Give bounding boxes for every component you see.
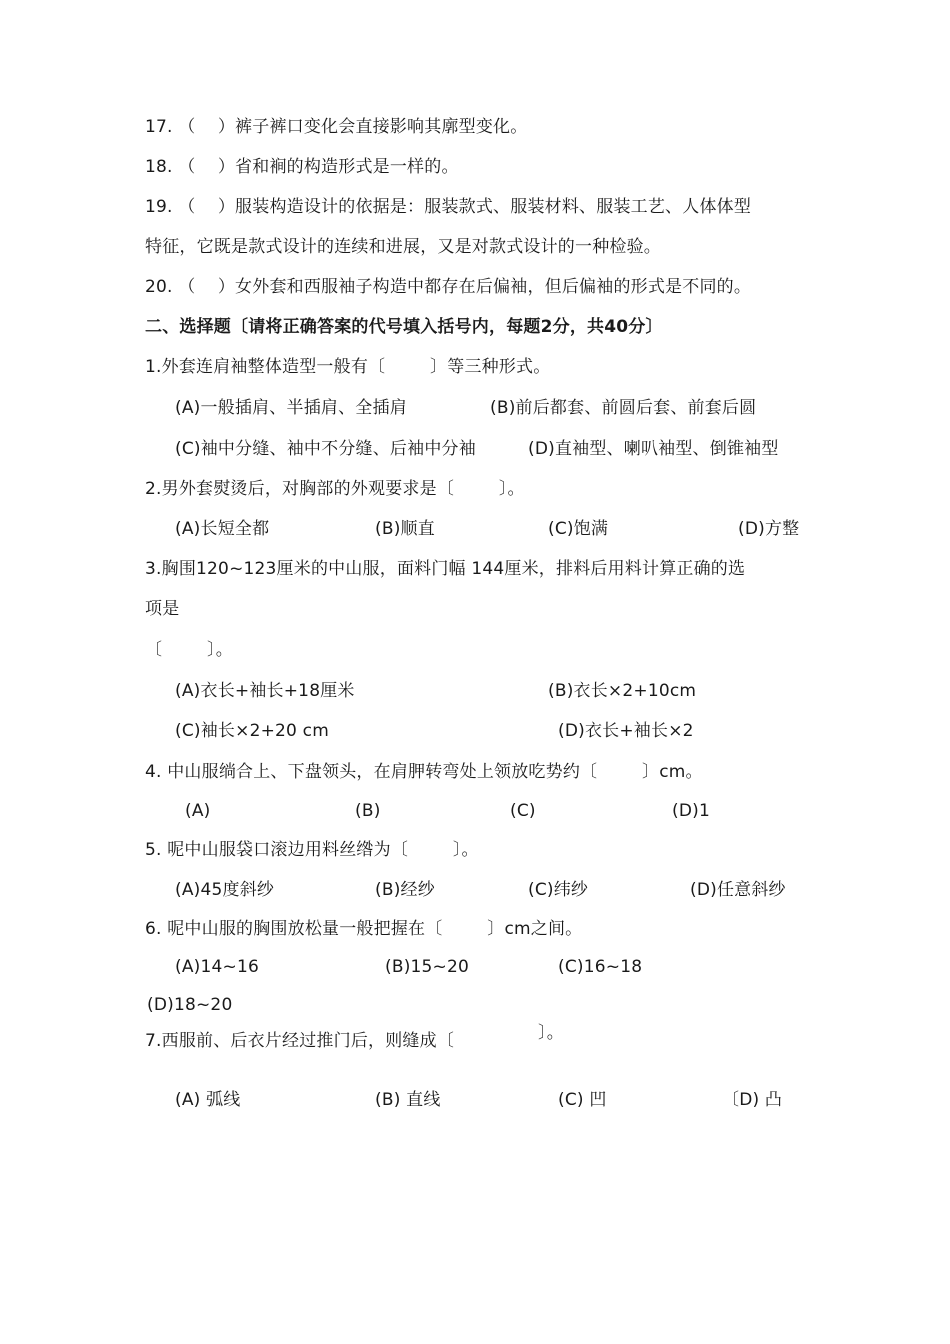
question-4-option-a: (A) [185, 801, 211, 821]
question-3-stem-line1: 3.胸围120~123厘米的中山服，面料门幅 144厘米，排料后用料计算正确的选 [145, 559, 746, 579]
question-6-option-a: (A)14~16 [175, 957, 260, 977]
question-7-option-d: 〔D) 凸 [722, 1090, 783, 1110]
question-3-stem-line3: 〔 〕。 [145, 640, 233, 660]
question-6-stem: 6. 呢中山服的胸围放松量一般把握在〔 〕cm之间。 [145, 919, 583, 939]
question-5-stem: 5. 呢中山服袋口滚边用料丝绺为〔 〕。 [145, 840, 479, 860]
question-7-option-c: (C) 凹 [558, 1090, 607, 1110]
question-3-option-d: (D)衣长+袖长×2 [558, 721, 694, 741]
question-18: 18. （ ）省和裥的构造形式是一样的。 [145, 157, 459, 177]
question-3-option-a: (A)衣长+袖长+18厘米 [175, 681, 355, 701]
question-4-option-b: (B) [355, 801, 381, 821]
question-6-option-b: (B)15~20 [385, 957, 470, 977]
question-2-option-a: (A)长短全都 [175, 519, 270, 539]
question-2-option-c: (C)饱满 [548, 519, 609, 539]
question-20: 20. （ ）女外套和西服袖子构造中都存在后偏袖，但后偏袖的形式是不同的。 [145, 277, 752, 297]
question-6-option-c: (C)16~18 [558, 957, 643, 977]
question-5-option-d: (D)任意斜纱 [690, 880, 786, 900]
section-2-heading: 二、选择题〔请将正确答案的代号填入括号内，每题2分，共40分〕 [145, 317, 663, 337]
question-2-stem: 2.男外套熨烫后，对胸部的外观要求是〔 〕。 [145, 479, 525, 499]
question-3-option-c: (C)袖长×2+20 cm [175, 721, 329, 741]
question-6-option-d: (D)18~20 [147, 995, 233, 1015]
question-3-stem-line2: 项是 [145, 599, 180, 619]
question-1-option-b: (B)前后都套、前圆后套、前套后圆 [490, 398, 757, 418]
question-19-line2: 特征，它既是款式设计的连续和进展，又是对款式设计的一种检验。 [145, 237, 661, 257]
question-5-option-b: (B)经纱 [375, 880, 435, 900]
question-7-option-a: (A) 弧线 [175, 1090, 241, 1110]
question-17: 17. （ ）裤子裤口变化会直接影响其廓型变化。 [145, 117, 528, 137]
question-19-line1: 19. （ ）服装构造设计的依据是：服装款式、服装材料、服装工艺、人体体型 [145, 197, 752, 217]
question-2-option-b: (B)顺直 [375, 519, 435, 539]
question-5-option-c: (C)纬纱 [528, 880, 589, 900]
question-7-stem-close: 〕。 [538, 1023, 564, 1043]
question-7-stem: 7.西服前、后衣片经过推门后，则缝成〔 [145, 1031, 455, 1051]
question-4-option-c: (C) [510, 801, 536, 821]
question-1-stem: 1.外套连肩袖整体造型一般有〔 〕等三种形式。 [145, 357, 551, 377]
question-5-option-a: (A)45度斜纱 [175, 880, 275, 900]
question-7-option-b: (B) 直线 [375, 1090, 441, 1110]
question-4-option-d: (D)1 [672, 801, 710, 821]
question-1-option-a: (A)一般插肩、半插肩、全插肩 [175, 398, 407, 418]
question-4-stem: 4. 中山服绱合上、下盘领头，在肩胛转弯处上领放吃势约〔 〕cm。 [145, 762, 703, 782]
question-1-option-d: (D)直袖型、喇叭袖型、倒锥袖型 [528, 439, 779, 459]
question-3-option-b: (B)衣长×2+10cm [548, 681, 697, 701]
question-2-option-d: (D)方整 [738, 519, 800, 539]
question-1-option-c: (C)袖中分缝、袖中不分缝、后袖中分袖 [175, 439, 476, 459]
